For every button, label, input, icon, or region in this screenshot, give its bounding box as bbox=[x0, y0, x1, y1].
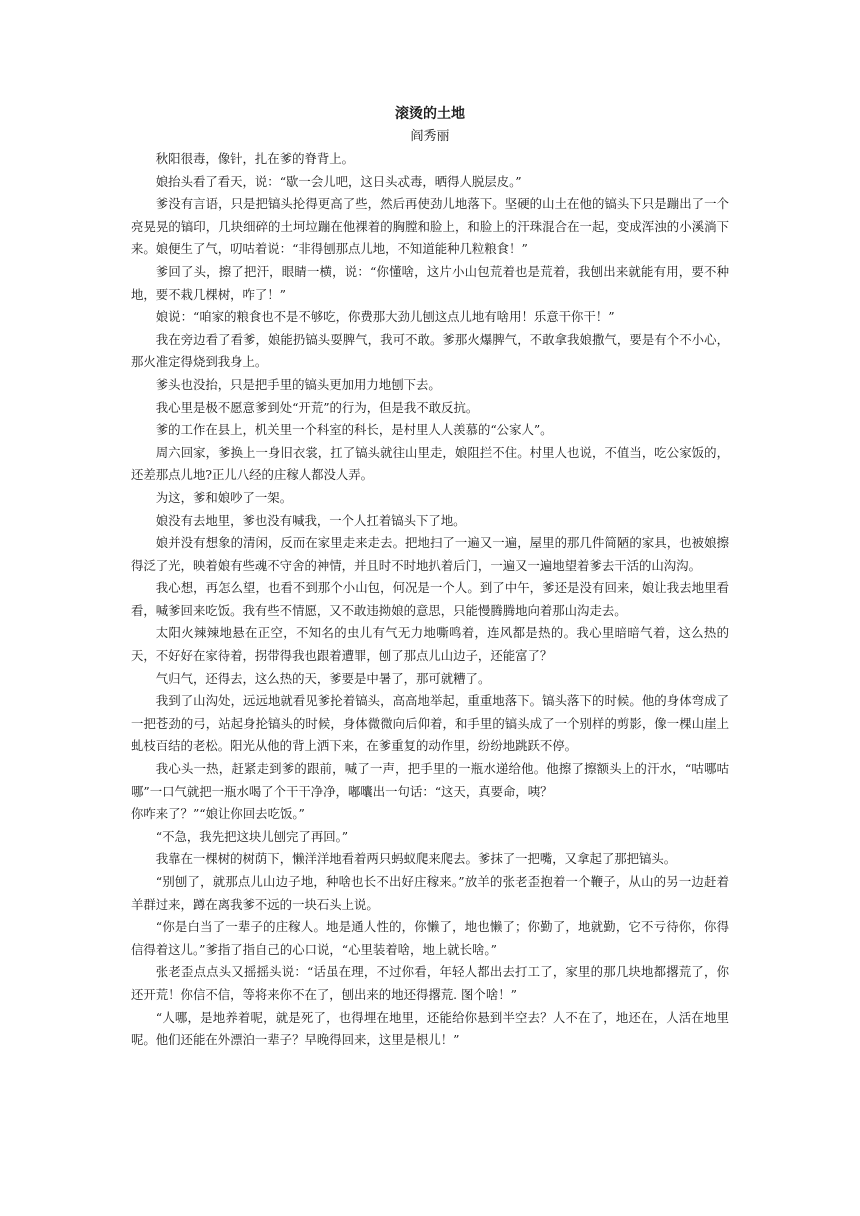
paragraph: 娘说：“咱家的粮食也不是不够吃，你费那大劲儿刨这点儿地有啥用！乐意干你干！” bbox=[155, 309, 615, 325]
paragraph: “你是白当了一辈子的庄稼人。地是通人性的，你懒了，地也懒了；你勤了，地就勤，它不亏待你，你得信得着这儿。”爹指了指自己的心口说，“心里装着啥，地上就长啥。” bbox=[131, 919, 729, 957]
paragraph: “别刨了，就那点儿山边子地，种啥也长不出好庄稼来。”放羊的张老歪抱着一个鞭子，从山的另一边赶着羊群过来，蹲在离我爹不远的一块石头上说。 bbox=[131, 874, 729, 912]
paragraph: 张老歪点点头又摇摇头说：“话虽在理，不过你看，年轻人都出去打工了，家里的那几块地都撂荒了，你还开荒！你信不信，等将来你不在了，刨出来的地还得撂荒. 图个啥！” bbox=[131, 964, 729, 1002]
article-title: 滚烫的土地 bbox=[395, 106, 465, 122]
paragraph: 我到了山沟处，远远地就看见爹抡着镐头，高高地举起，重重地落下。镐头落下的时候。他的身体弯成了一把苍劲的弓，站起身抡镐头的时候，身体微微向后仰着，和手里的镐头成了一个别样的剪影，像一棵山崖上虬枝百结的老松。阳光从他的背上洒下来，在爹重复的动作里，纷纷地跳跃不停。 bbox=[131, 693, 729, 754]
paragraph: 爹回了头，擦了把汗，眼睛一横，说：“你懂啥，这片小山包荒着也是荒着，我刨出来就能有用，要不种地，要不栽几棵树，咋了！” bbox=[131, 263, 729, 302]
paragraph: 我心头一热，赶紧走到爹的跟前，喊了一声，把手里的一瓶水递给他。他擦了擦额头上的汗水，“咕哪咕哪”一口气就把一瓶水喝了个干干净净，嘟囔出一句话：“这天，真要命，咦？ bbox=[131, 761, 729, 799]
paragraph: 你咋来了？”“娘让你回去吃饭。” bbox=[131, 806, 305, 822]
paragraph: 爹没有言语，只是把镐头抡得更高了些，然后再使劲儿地落下。坚硬的山土在他的镐头下只是蹦出了一个亮晃晃的镐印，几块细碎的土坷垃蹦在他裸着的胸膛和脸上，和脸上的汗珠混合在一起，变成浑浊的小溪淌下来。娘便生了气，叨咕着说：“非得刨那点儿地，不知道能种几粒粮食！” bbox=[131, 196, 729, 257]
paragraph: 爹头也没抬，只是把手里的镐头更加用力地刨下去。 bbox=[155, 376, 441, 392]
paragraph: 为这，爹和娘吵了一架。 bbox=[155, 489, 293, 505]
paragraph: “不急，我先把这块儿刨完了再回。” bbox=[155, 828, 349, 844]
paragraph: 我靠在一棵树的树荫下，懒洋洋地看着两只蚂蚁爬来爬去。爹抹了一把嘴，又拿起了那把镐头。 bbox=[155, 851, 677, 867]
article-body bbox=[131, 148, 729, 1052]
paragraph: 我在旁边看了看爹，娘能扔镐头耍脾气，我可不敢。爹那火爆脾气，不敢拿我娘撒气，要是有个不小心，那火准定得烧到我身上。 bbox=[131, 331, 729, 370]
paragraph: 太阳火辣辣地悬在正空，不知名的虫儿有气无力地嘶鸣着，连风都是热的。我心里暗暗气着，这么热的天，不好好在家待着，拐带得我也跟着遭罪，刨了那点儿山边子，还能富了？ bbox=[131, 625, 729, 664]
paragraph: 我心里是极不愿意爹到处“开荒”的行为，但是我不敢反抗。 bbox=[155, 399, 479, 415]
paragraph: 秋阳很毒，像针，扎在爹的脊背上。 bbox=[155, 151, 355, 166]
article bbox=[131, 104, 729, 1052]
paragraph: 我心想，再怎么望，也看不到那个小山包，何况是一个人。到了中午，爹还是没有回来，娘让我去地里看看，喊爹回来吃饭。我有些不情愿，又不敢违拗娘的意思，只能慢腾腾地向着那山沟走去。 bbox=[131, 580, 729, 618]
paragraph: 爹的工作在县上，机关里一个科室的科长，是村里人人羡慕的“公家人”。 bbox=[155, 422, 553, 438]
paragraph: 娘并没有想象的清闲，反而在家里走来走去。把地扫了一遍又一遍，屋里的那几件简陋的家具，也被娘擦得泛了光，映着娘有些魂不守舍的神情，并且时不时地扒着后门，一遍又一遍地望着爹去干活的山沟沟。 bbox=[131, 535, 729, 573]
paragraph: 娘抬头看了看天，说：“歇一会儿吧，这日头忒毒，晒得人脱层皮。” bbox=[155, 173, 522, 189]
paragraph: 周六回家，爹换上一身旧衣裳，扛了镐头就往山里走，娘阻拦不住。村里人也说，不值当，吃公家饭的，还差那点儿地?正儿八经的庄稼人都没人弄。 bbox=[131, 444, 729, 483]
paragraph: “人哪，是地养着呢，就是死了，也得埋在地里，还能给你悬到半空去？人不在了，地还在，人活在地里呢。他们还能在外漂泊一辈子？早晚得回来，这里是根儿！” bbox=[131, 1009, 729, 1048]
paragraph: 气归气，还得去，这么热的天，爹要是中暑了，那可就糟了。 bbox=[155, 670, 491, 686]
article-author: 阎秀丽 bbox=[410, 129, 450, 144]
paragraph: 娘没有去地里，爹也没有喊我，一个人扛着镐头下了地。 bbox=[155, 512, 466, 528]
